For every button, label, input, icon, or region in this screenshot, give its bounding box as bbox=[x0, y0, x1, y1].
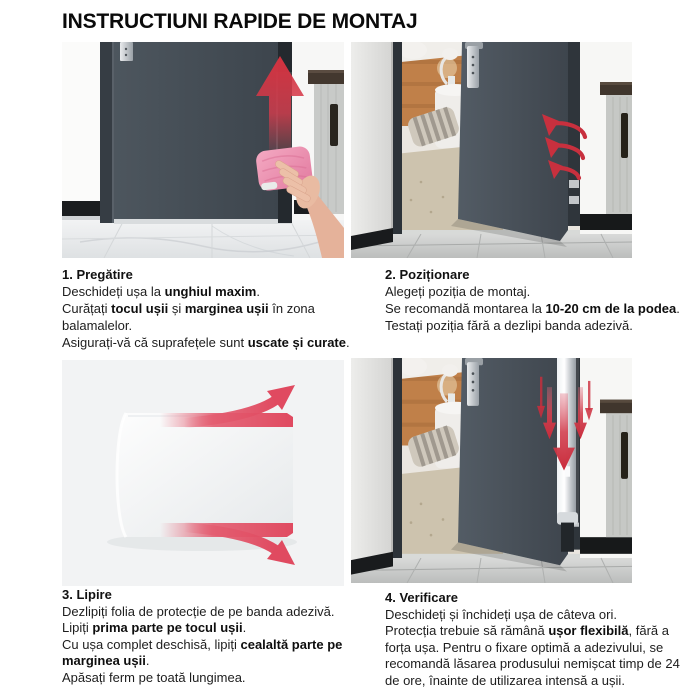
step4-heading: 4. Verificare bbox=[385, 590, 458, 605]
step4-image bbox=[351, 358, 632, 583]
step3-image bbox=[62, 360, 344, 586]
door bbox=[114, 42, 292, 224]
door-cleaning-scene bbox=[62, 42, 344, 258]
installed-strip-scene bbox=[351, 358, 632, 583]
step2-body: Alegeți poziția de montaj. Se recomandă montarea la 10-20 cm de la podea. Testați poziția fără a dezlipi banda adezivă. bbox=[385, 284, 680, 333]
step1-image bbox=[62, 42, 344, 258]
step2-text bbox=[385, 266, 693, 334]
door-frame-left bbox=[100, 42, 114, 223]
marble-floor bbox=[62, 220, 344, 258]
step3-heading: 3. Lipire bbox=[62, 587, 112, 602]
step1-heading: 1. Pregătire bbox=[62, 267, 133, 282]
step2-heading: 2. Poziționare bbox=[385, 267, 470, 282]
open-door-scene bbox=[351, 42, 632, 258]
protection-sheet bbox=[117, 413, 293, 537]
step3-text bbox=[62, 587, 360, 686]
door-lock bbox=[120, 42, 133, 61]
step3-body: Dezlipiți folia de protecție de pe banda adezivă. Lipiți prima parte pe tocul ușii. Cu ușa complet deschisă, lipiți cealaltă parte pe marginea ușii. Apăsați ferm pe toată lungimea. bbox=[62, 603, 343, 685]
adhesive-strip-scene bbox=[62, 360, 344, 586]
left-wall bbox=[62, 42, 100, 220]
page-title: INSTRUCTIUNI RAPIDE DE MONTAJ bbox=[62, 10, 418, 33]
step2-image bbox=[351, 42, 632, 258]
step4-text bbox=[385, 590, 693, 689]
step4-body: Deschideți și închideți ușa de câteva ori. Protecția trebuie să rămână ușor flexibilă, fără a forța ușa. Pentru o fixare optimă a adezivului, se recomandă lăsarea produsului nemișcat timp de 24 de ore, înainte de utilizarea intensă a ușii. bbox=[385, 606, 680, 688]
step1-text bbox=[62, 266, 357, 351]
step1-body: Deschideți ușa la unghiul maxim. Curățați tocul ușii și marginea ușii în zona balamalelor. Asigurați-vă că suprafețele sunt uscate și curate. bbox=[62, 284, 350, 350]
